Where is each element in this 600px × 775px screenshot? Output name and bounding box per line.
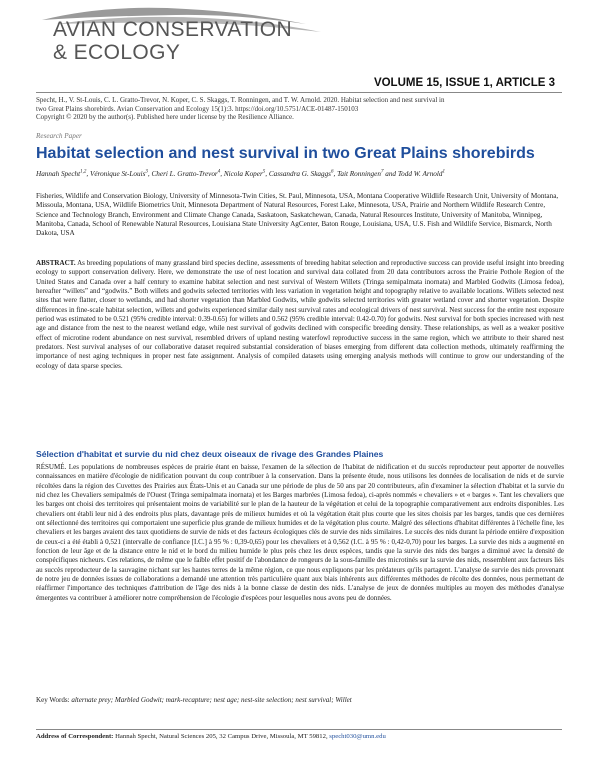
paper-type: Research Paper [36,132,82,140]
citation-line-2: two Great Plains shorebirds. Avian Conservation and Ecology 15(1):3. https://doi.org/10.5751/ACE-01487-150103 [36,104,359,113]
affiliations: Fisheries, Wildlife and Conservation Biology, University of Minnesota-Twin Cities, St. Paul, Minnesota, USA, Montana Cooperative Wildlife Research Unit, University of Montana, Missoula, Montana, USA, Wildlife Biometrics Unit, Minnesota Department of Natural Resources, Forest Lake, Minnesota, USA, Prairie and Northern Wildlife Research Centre, Science and Technology Branch, Environment and Climate Change Canada, Saskatoon, Saskatchewan, Canada, Natural Resources Institute, University of Manitoba, Winnipeg, Manitoba, Canada, School of Renewable Natural Resources, Louisiana State University AgCenter, Baton Rouge, Louisiana, USA, U.S. Fish and Wildlife Service, Bismarck, North Dakota, USA [36,192,559,238]
abstract [36,259,564,371]
correspondent-label: Address of Correspondent: [36,733,114,740]
keywords [36,696,564,705]
author-affil: 7 [380,169,384,175]
journal-logo [36,6,336,74]
abstract-label: ABSTRACT. [36,259,76,267]
keywords-text: alternate prey; Marbled Godwit; mark-recapture; nest age; nest-site selection; nest survival; Willet [71,696,352,704]
author-name: Véronique St-Louis [89,170,146,178]
correspondent-address: Hannah Specht, Natural Sciences 205, 32 Campus Drive, Missoula, MT 59812, [115,733,328,740]
author-name: Cassandra G. Skaggs [268,170,331,178]
author-name: Tait Ronningen [337,170,381,178]
resume-text: Les populations de nombreuses espèces de prairie étant en baisse, l'examen de la sélection de l'habitat de nidification et du succès reproducteur peut apporter de nouvelles connaissances en matière d'écologie de nidification pouvant du coup contribuer à la conservation. Dans la présente étude, nous utilisons les données de localisation de nids et de survie récoltées dans la région des Cuvettes des Prairies aux États-Unis et au Canada sur une période de plus de 50 ans par 20 contributeurs, afin d'examiner la sélection d'habitat et la survie du nid chez les Chevaliers semipalmés de l'Ouest (Tringa semipalmata inornata) et les Barges marbrées (Limosa fedoa), ci-après nommés « chevaliers » et « barges ». Tant les chevaliers que les barges ont choisi des territoires qui présentaient moins de variabilité sur le plan de la hauteur de la végétation et celui de la topographie comparativement aux endroits disponibles. Les chevaliers ont établi leur nid à des endroits plus plats, davantage près de milieux humides et où la végétation était plus courte que les sites choisis par les barges, tandis que ces dernières ont sélectionné des territoires qui comportaient une superficie plus grande de milieux humides et de la végétation plus courte. Malgré des sélections d'habitat différentes à l'échelle fine, les chevaliers et les barges avaient des taux quotidiens de survie de nids et des facteurs écologiques clés de survie des nids similaires. Le succès des nids durant la période entière d'exposition de ceux-ci a été établi à 0,521 (intervalle de confiance [I.C.] à 95 % : 0,39-0,65) pour les chevaliers et à 0,562 (I.C. à 95 % : 0,42-0,70) pour les barges. La survie des nids a augmenté en fonction de leur âge et de la distance entre le nid et le bord du milieu humide le plus près chez les deux espèces, tandis que la survie des nids des barges a diminué avec la densité de conspécifiques nicheurs. Ces relations, de même que le faible effet positif de l'abondance de rongeurs de la sous-famille des microtinés sur la survie des nids, ressemblent aux facteurs liés au succès reproducteur de la sauvagine nichant sur les hautes terres de la même région, ce que nous expliquons par les prédateurs qu'ils partagent. L'analyse de survie des nids provenant de notre jeu de données issues de collaborations a demandé une attention très particulière quant aux biais inhérents aux différentes méthodes de récolte des données, nous permettant de réaffirmer l'importance des techniques d'attribution de l'âge des nids à la bonne classe de destin des nids. L'analyse de jeux de données multiples au moyen des méthodes d'analyse émergentes va contribuer à améliorer notre compréhension de l'écologie d'espèces pour lesquelles nous avons peu de données. [36,463,564,602]
resume-label: RÉSUMÉ. [36,463,67,471]
logo-line-2: & ECOLOGY [53,41,181,64]
paper-title: Habitat selection and nest survival in two Great Plains shorebirds [36,145,535,162]
logo-line-1: AVIAN CONSERVATION [53,18,293,41]
author-name: Todd W. Arnold [397,170,443,178]
correspondence-footer [36,733,564,740]
author-affil: 4 [217,169,221,175]
author-affil: 1,2 [80,169,87,175]
header-rule [36,92,562,93]
volume-issue: VOLUME 15, ISSUE 1, ARTICLE 3 [373,77,555,89]
copyright-line: Copyright © 2020 by the author(s). Published here under license by the Resilience Alliance. [36,113,294,122]
correspondent-email-link[interactable]: specht030@umn.edu [329,733,386,740]
citation [36,96,566,122]
author-name: Nicola Koper [223,170,263,178]
author-affil: 1 [442,169,445,175]
author-name: Cheri L. Gratto-Trevor [151,170,218,178]
author-list: Hannah Specht$^{1,2}$, Véronique St-Louis$^3$, Cheri L. Gratto-Trevor$^4$, Nicola Koper$^5$, Cassandra G. Skaggs$^6$, Tait Ronningen$^7$ and Todd W. Arnold$^1$ [36,169,445,178]
author-affil: 3 [145,169,148,175]
keywords-label: Key Words: [36,696,70,704]
author-name: Hannah Specht [36,170,81,178]
author-affil: 5 [262,169,266,175]
french-title: Sélection d'habitat et survie du nid chez deux oiseaux de rivage des Grandes Plaines [36,449,384,459]
abstract-text: As breeding populations of many grassland bird species decline, assessments of breeding habitat selection and reproductive success can provide useful insight into breeding ecology to support conservation delivery. Here, we demonstrate the use of nest location and survival data collated from 20 data contributors across the Prairie Pothole Region of the United States and Canada over a half century to examine habitat selection and nest survival of Western Willets (Tringa semipalmata inornata) and Marbled Godwits (Limosa fedoa), hereafter “willets” and “godwits.” Both willets and godwits selected territories with less variation in vegetation height and topography relative to available locations. Willets selected nest sites that were flatter, closer to wetlands, and had shorter vegetation than Marbled Godwits, while godwits selected territories with greater wetland cover and shorter vegetation. Despite differences in fine-scale habitat selection, willets and godwits experienced similar daily nest survival rates and ecological drivers of nest survival. Nest success for the entire nest exposure period was estimated to be 0.521 (95% credible interval: 0.39-0.65) for willets and 0.562 (95% credible interval: 0.42-0.70) for godwits. Nest survival for both species increased with nest age and distance from the nest to the nearest wetland edge, while nest survival of godwits declined with conspecific breeding density. These relationships, as well as a weaker positive effect of microtine rodent abundance on nest survival, resembled drivers of upland nesting waterfowl reproductive success in the same region, which we attribute to their shared nest predators. Nest survival analyses of our collaborative dataset required substantial consideration of biases emerging from different data collection methods, ultimately reaffirming the importance of nest aging techniques in proper nest fate assignment. Analysis of compiled datasets using emerging analysis methods will continue to grow our understanding of the ecology of data sparse species. [36,259,564,370]
author-affil: 6 [330,169,334,175]
resume [36,463,564,603]
citation-line-1: Specht, H., V. St-Louis, C. L. Gratto-Trevor, N. Koper, C. S. Skaggs, T. Ronningen, and T. W. Arnold. 2020. Habitat selection and nest survival in [36,96,445,104]
footer-rule [36,729,562,730]
